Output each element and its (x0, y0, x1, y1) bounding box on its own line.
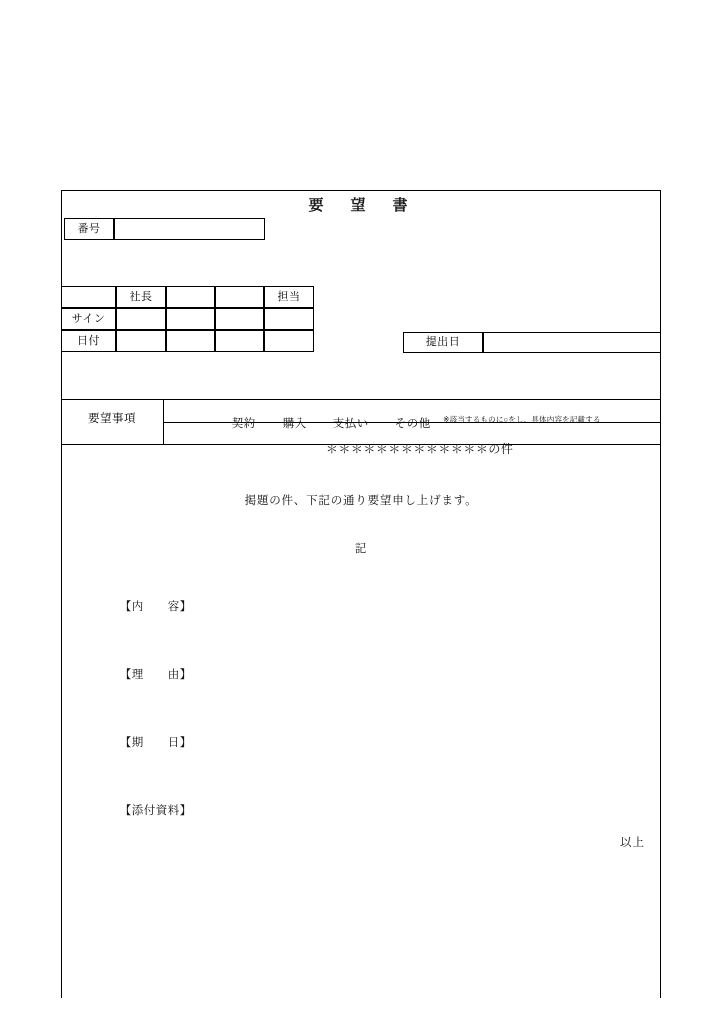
approval-header-blank-1 (166, 286, 215, 308)
section-attachments (105, 790, 192, 830)
request-option-purchase-label: 購入 (282, 418, 307, 430)
body-intro-text: 掲題の件、下記の通り要望申し上げます。 (244, 495, 478, 507)
approval-row-sign-cell-1[interactable] (166, 308, 215, 330)
body-closing-text: 以上 (620, 837, 645, 849)
approval-header-staff (264, 286, 314, 308)
submit-date-label-cell (403, 332, 483, 353)
body-closing (0, 834, 645, 850)
approval-header-president-label: 社長 (129, 290, 153, 303)
approval-row-date-cell-0[interactable] (116, 330, 166, 352)
submit-date-label: 提出日 (425, 336, 461, 349)
section-attachments-label: 【添付資料】 (119, 805, 192, 817)
section-deadline (105, 722, 192, 762)
request-option-payment-label: 支払い (332, 418, 369, 430)
number-value-cell[interactable] (114, 218, 265, 240)
date-row-label: 日付 (77, 334, 100, 347)
body-ki-text: 記 (354, 543, 368, 555)
approval-row-date-cell-3[interactable] (264, 330, 314, 352)
approval-header-staff-label: 担当 (277, 290, 301, 303)
request-note-text: ※該当するものに○をし、具体内容を記載する (443, 415, 601, 424)
approval-row-date-cell-2[interactable] (215, 330, 264, 352)
request-label-text: 要望事項 (88, 413, 136, 425)
approval-header-president (116, 286, 166, 308)
page-title: 要 望 書 (308, 197, 414, 214)
number-label: 番号 (77, 222, 101, 235)
request-block-top-rule (61, 399, 661, 400)
approval-row-date-label (61, 330, 116, 352)
approval-row-sign-label (61, 308, 116, 330)
request-option-other-label: その他 (394, 418, 431, 430)
request-option-contract-label: 契約 (231, 418, 256, 430)
approval-row-sign-cell-0[interactable] (116, 308, 166, 330)
sign-row-label: サイン (71, 312, 106, 325)
submit-date-value-cell[interactable] (483, 332, 661, 353)
body-intro (62, 492, 660, 508)
request-subject-text: ＊＊＊＊＊＊＊＊＊＊＊＊＊の件 (325, 442, 514, 456)
request-label (61, 410, 163, 426)
approval-row-sign-cell-3[interactable] (264, 308, 314, 330)
approval-corner-cell (61, 286, 116, 308)
section-deadline-label: 【期 日】 (119, 737, 192, 749)
section-reason-label: 【理 由】 (119, 669, 192, 681)
approval-row-sign-cell-2[interactable] (215, 308, 264, 330)
request-subject-line[interactable] (164, 426, 660, 471)
number-label-cell (64, 218, 114, 240)
approval-header-blank-2 (215, 286, 264, 308)
body-ki (62, 540, 660, 556)
approval-row-date-cell-1[interactable] (166, 330, 215, 352)
section-content-label: 【内 容】 (119, 601, 192, 613)
section-content (105, 586, 192, 626)
section-reason (105, 654, 192, 694)
